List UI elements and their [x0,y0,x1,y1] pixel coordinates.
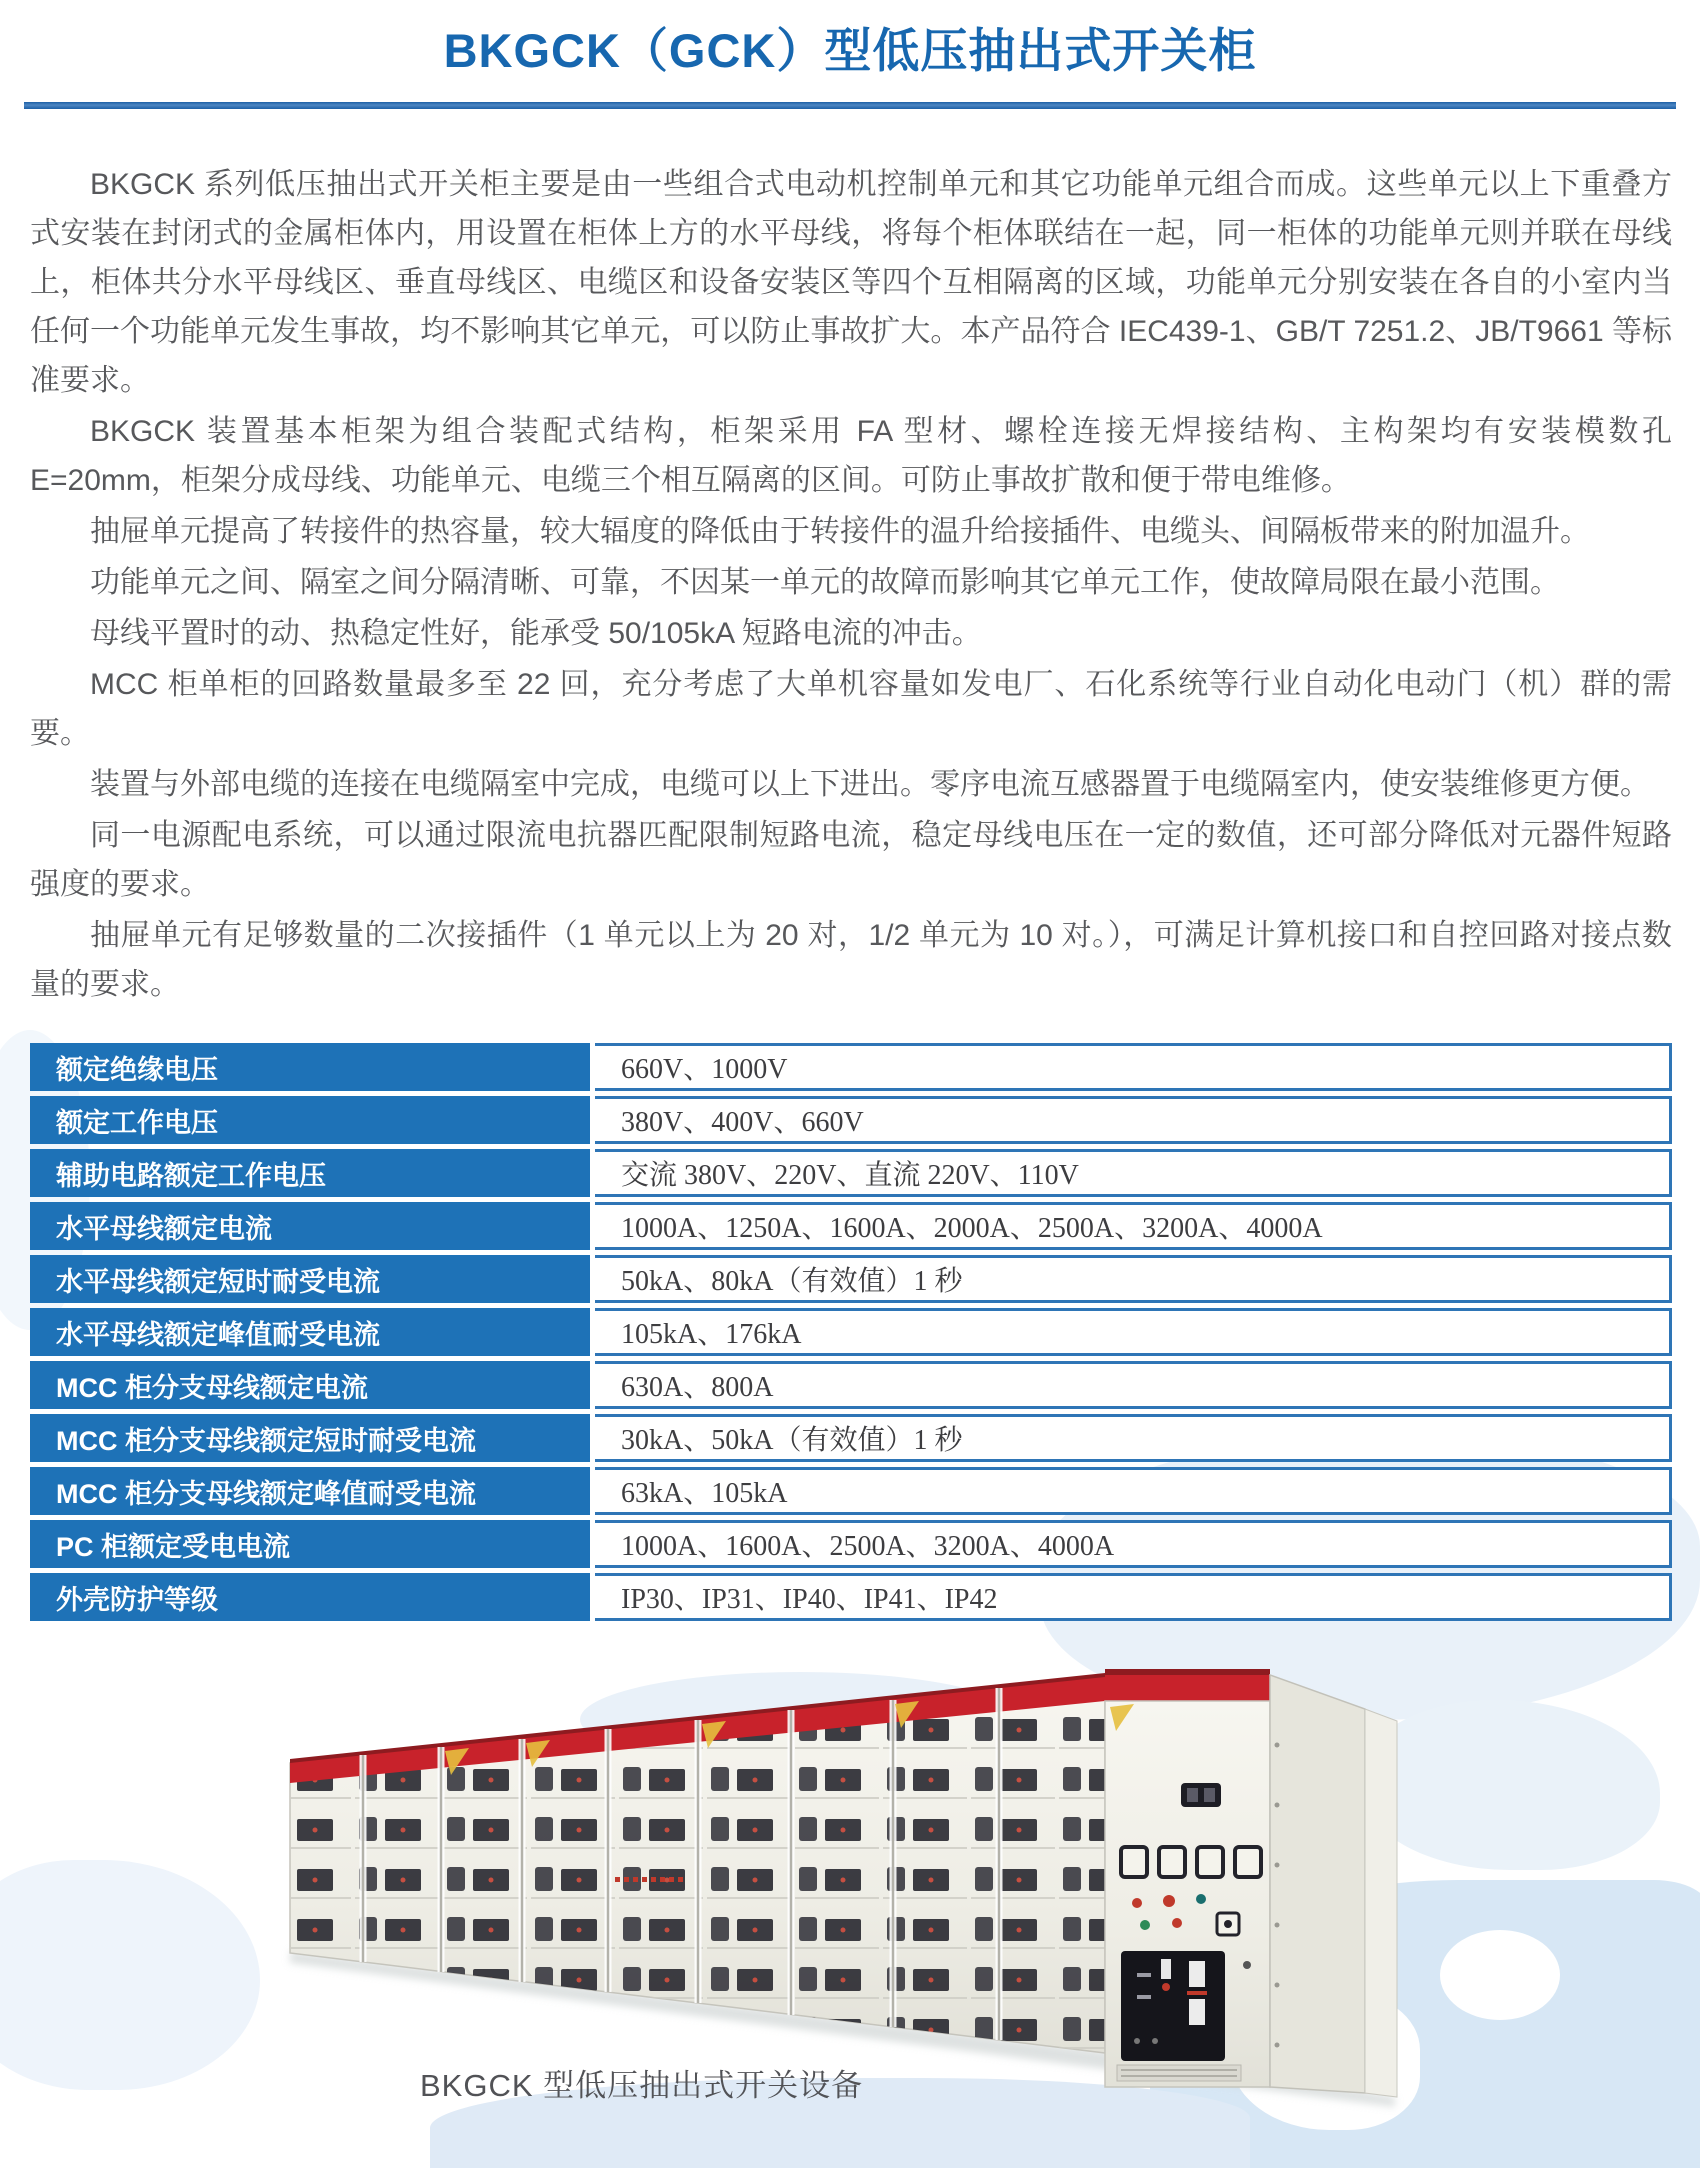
spec-row [30,1043,1672,1091]
spec-row [30,1414,1672,1462]
spec-value: 30kA、50kA（有效值）1 秒 [595,1414,1672,1462]
spec-label: 额定绝缘电压 [30,1043,590,1091]
spec-label: MCC 柜分支母线额定峰值耐受电流 [30,1467,590,1515]
spec-label: MCC 柜分支母线额定电流 [30,1361,590,1409]
page-title: BKGCK（GCK）型低压抽出式开关柜 [443,24,1257,77]
spec-value: 660V、1000V [595,1043,1672,1091]
intro-paragraph: 功能单元之间、隔室之间分隔清晰、可靠，不因某一单元的故障而影响其它单元工作，使故障局限在最小范围。 [90,566,1560,599]
spec-value: 1000A、1600A、2500A、3200A、4000A [595,1520,1672,1568]
spec-value: 380V、400V、660V [595,1096,1672,1144]
spec-row [30,1202,1672,1250]
intro-paragraph: 同一电源配电系统，可以通过限流电抗器匹配限制短路电流，稳定母线电压在一定的数值，还可部分降低对元器件短路强度的要求。 [30,819,1672,901]
spec-row [30,1255,1672,1303]
spec-label: MCC 柜分支母线额定短时耐受电流 [30,1414,590,1462]
spec-row [30,1096,1672,1144]
intro-paragraph: 抽屉单元提高了转接件的热容量，较大辐度的降低由于转接件的温升给接插件、电缆头、间隔板带来的附加温升。 [90,515,1590,548]
spec-value: 630A、800A [595,1361,1672,1409]
spec-value: 105kA、176kA [595,1308,1672,1356]
spec-table [30,1043,1672,1626]
spec-value: 63kA、105kA [595,1467,1672,1515]
spec-label: 水平母线额定峰值耐受电流 [30,1308,590,1356]
intro-paragraph: 装置与外部电缆的连接在电缆隔室中完成，电缆可以上下进出。零序电流互感器置于电缆隔室内，使安装维修更方便。 [90,768,1650,801]
spec-row [30,1467,1672,1515]
intro-paragraph: 抽屉单元有足够数量的二次接插件（1 单元以上为 20 对，1/2 单元为 10 对。），可满足计算机接口和自控回路对接点数量的要求。 [30,919,1672,1001]
spec-label: PC 柜额定受电电流 [30,1520,590,1568]
spec-value: IP30、IP31、IP40、IP41、IP42 [595,1573,1672,1621]
spec-row [30,1573,1672,1621]
spec-label: 水平母线额定电流 [30,1202,590,1250]
spec-label: 辅助电路额定工作电压 [30,1149,590,1197]
intro-paragraph: BKGCK 系列低压抽出式开关柜主要是由一些组合式电动机控制单元和其它功能单元组合而成。这些单元以上下重叠方式安装在封闭式的金属柜体内，用设置在柜体上方的水平母线，将每个柜体联结在一起，同一柜体的功能单元则并联在母线上，柜体共分水平母线区、垂直母线区、电缆区和设备安装区等四个互相隔离的区域，功能单元分别安装在各自的小室内当任何一个功能单元发生事故，均不影响其它单元，可以防止事故扩大。本产品符合 IEC439-1、GB/T 7251.2、JB/T9661 等标准要求。 [30,168,1672,397]
spec-label: 额定工作电压 [30,1096,590,1144]
intro-paragraph: BKGCK 装置基本柜架为组合装配式结构，柜架采用 FA 型材、螺栓连接无焊接结构、主构架均有安装模数孔 E=20mm，柜架分成母线、功能单元、电缆三个相互隔离的区间。可防止事故扩散和便于带电维修。 [30,415,1672,497]
intro-paragraph: 母线平置时的动、热稳定性好，能承受 50/105kA 短路电流的冲击。 [90,617,982,650]
spec-value: 交流 380V、220V、直流 220V、110V [595,1149,1672,1197]
spec-row [30,1361,1672,1409]
spec-label: 外壳防护等级 [30,1573,590,1621]
spec-value: 50kA、80kA（有效值）1 秒 [595,1255,1672,1303]
product-photo [265,1655,1475,2125]
spec-label: 水平母线额定短时耐受电流 [30,1255,590,1303]
background-map-decoration [0,1860,260,2090]
spec-row [30,1308,1672,1356]
spec-row [30,1520,1672,1568]
title-divider [24,102,1676,109]
intro-text [30,160,1672,1011]
photo-caption: BKGCK 型低压抽出式开关设备 [420,2068,864,2103]
intro-paragraph: MCC 柜单柜的回路数量最多至 22 回，充分考虑了大单机容量如发电厂、石化系统等行业自动化电动门（机）群的需要。 [30,668,1672,750]
spec-value: 1000A、1250A、1600A、2000A、2500A、3200A、4000A [595,1202,1672,1250]
spec-row [30,1149,1672,1197]
